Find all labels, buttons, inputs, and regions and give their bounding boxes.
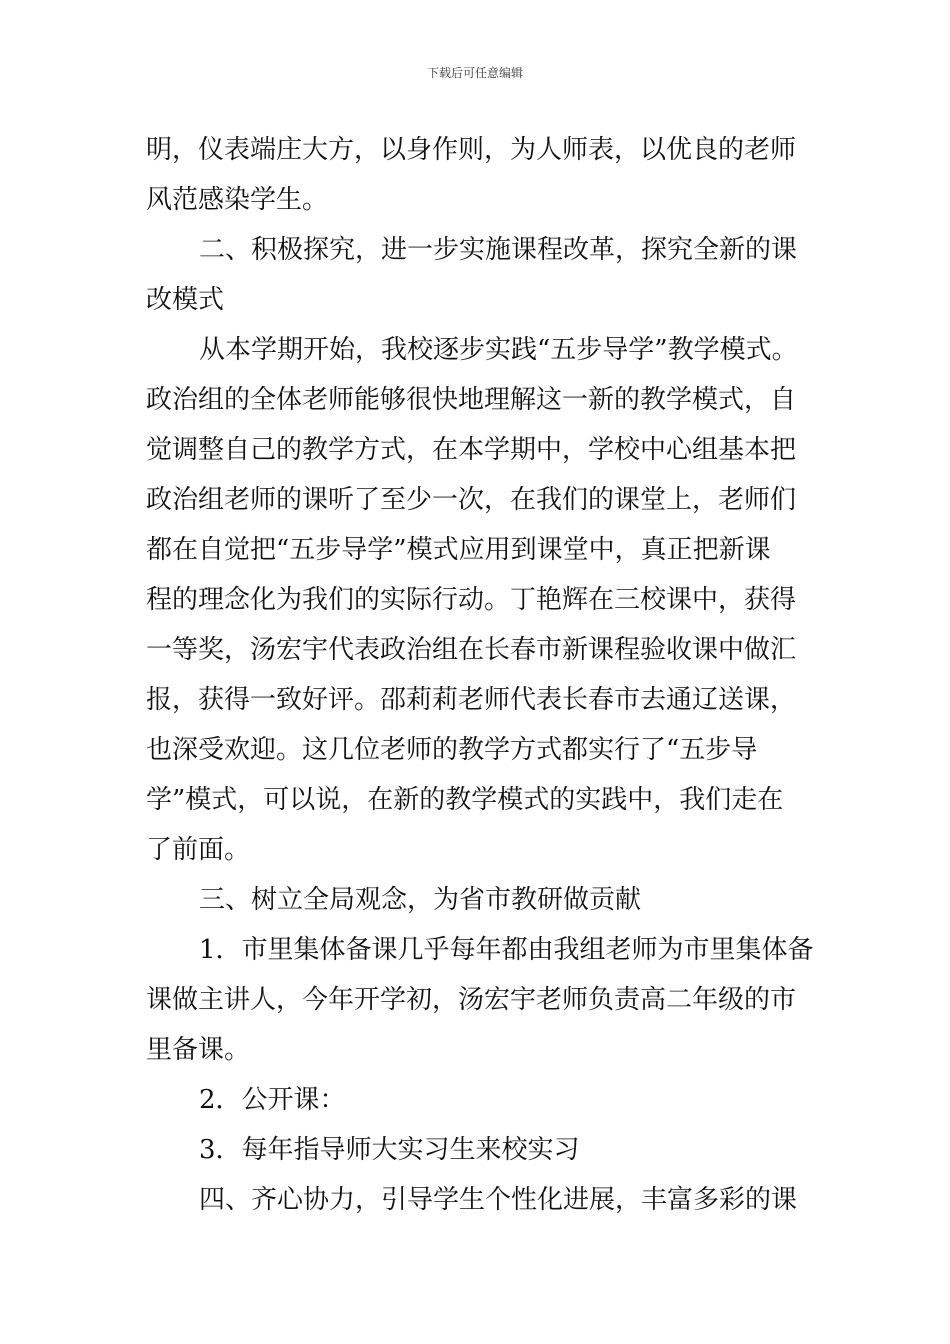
list-item: 1．市里集体备课几乎每年都由我组老师为市里集体备 <box>199 935 814 965</box>
text-line: 了前面。 <box>146 835 251 865</box>
text-line: 也深受欢迎。这几位老师的教学方式都实行了“五步导 <box>146 735 758 765</box>
section-heading-continued: 改模式 <box>146 285 225 315</box>
list-item: 2．公开课： <box>199 1085 346 1115</box>
text-line: 风范感染学生。 <box>146 185 329 215</box>
text-line: 政治组的全体老师能够很快地理解这一新的教学模式，自 <box>146 385 797 415</box>
text-line: 学”模式，可以说，在新的教学模式的实践中，我们走在 <box>146 785 784 815</box>
list-item: 3．每年指导师大实习生来校实习 <box>199 1135 580 1165</box>
section-heading: 四、齐心协力，引导学生个性化进展，丰富多彩的课 <box>199 1185 798 1215</box>
text-line: 程的理念化为我们的实际行动。丁艳辉在三校课中，获得 <box>146 585 797 615</box>
text-line: 报，获得一致好评。邵莉莉老师代表长春市去通辽送课， <box>146 685 797 715</box>
page-header: 下载后可任意编辑 <box>426 66 523 80</box>
text-line: 觉调整自己的教学方式，在本学期中，学校中心组基本把 <box>146 435 797 465</box>
text-line: 课做主讲人，今年开学初，汤宏宇老师负责高二年级的市 <box>146 985 797 1015</box>
text-line: 一等奖，汤宏宇代表政治组在长春市新课程验收课中做汇 <box>146 635 797 665</box>
text-line: 从本学期开始，我校逐步实践“五步导学”教学模式。 <box>199 335 798 365</box>
section-heading: 三、树立全局观念，为省市教研做贡献 <box>199 885 642 915</box>
text-line: 里备课。 <box>146 1035 251 1065</box>
text-line: 政治组老师的课听了至少一次，在我们的课堂上，老师们 <box>146 485 797 515</box>
text-line: 都在自觉把“五步导学”模式应用到课堂中，真正把新课 <box>146 535 771 565</box>
text-line: 明，仪表端庄大方，以身作则，为人师表，以优良的老师 <box>146 135 797 165</box>
section-heading: 二、积极探究，进一步实施课程改革，探究全新的课 <box>199 235 798 265</box>
